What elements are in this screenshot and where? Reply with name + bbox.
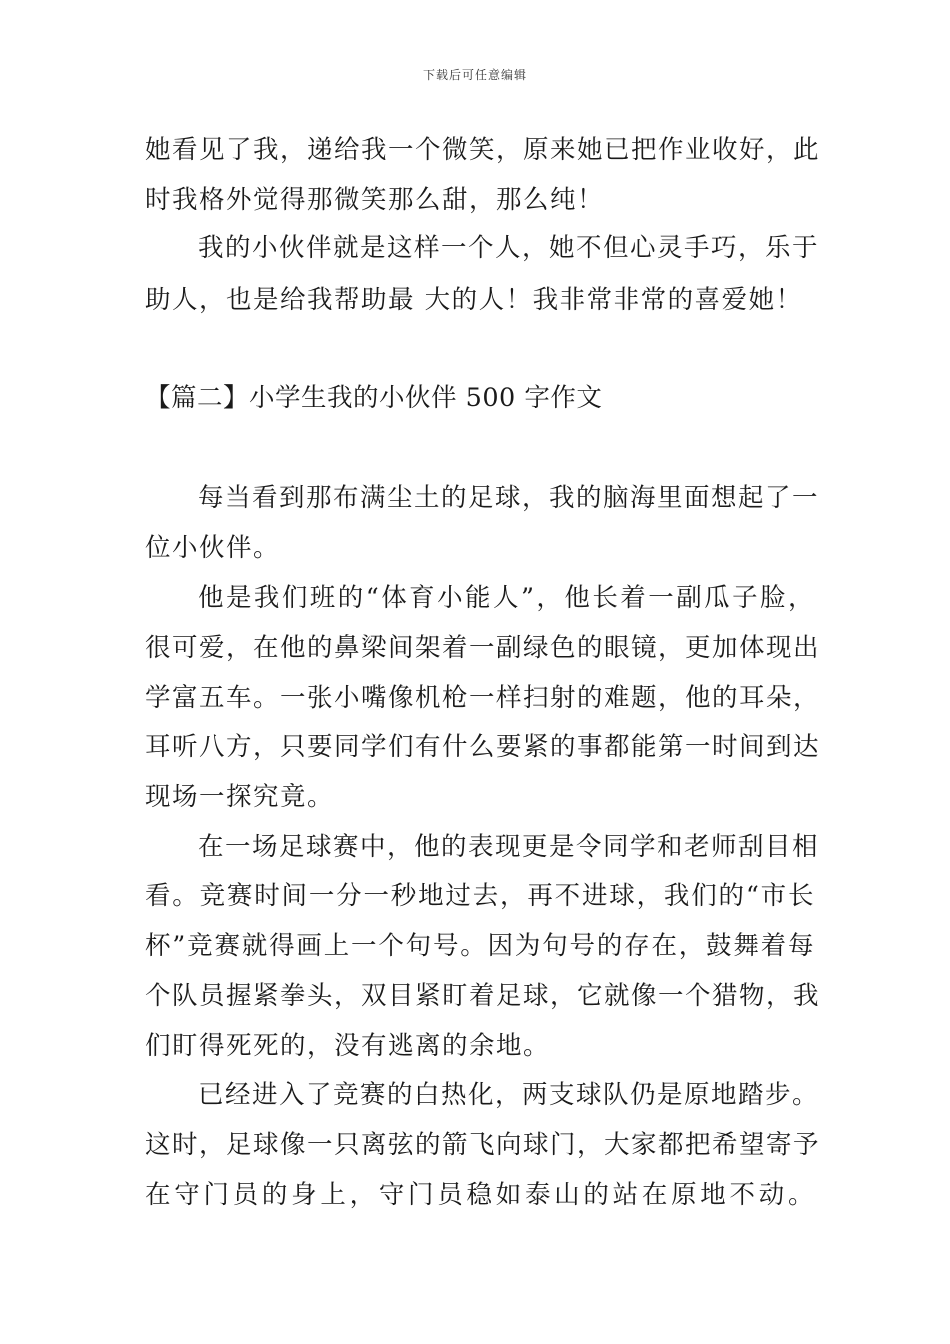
paragraph-line: 杯”竞赛就得画上一个句号。因为句号的存在，鼓舞着每	[145, 931, 815, 961]
paragraph-line: 他是我们班的“体育小能人”，他长着一副瓜子脸，	[198, 583, 815, 613]
section-title: 【篇二】小学生我的小伙伴 500 字作文	[145, 383, 603, 413]
paragraph-line: 已经进入了竞赛的白热化，两支球队仍是原地踏步。	[198, 1080, 820, 1110]
paragraph-line: 这时，足球像一只离弦的箭飞向球门，大家都把希望寄予	[145, 1130, 821, 1160]
header-note: 下载后可任意编辑	[422, 68, 527, 82]
paragraph-line: 学富五车。一张小嘴像机枪一样扫射的难题，他的耳朵，	[145, 683, 821, 713]
paragraph-line: 助人，也是给我帮助最 大的人！我非常非常的喜爱她！	[145, 285, 803, 315]
paragraph-line: 我的小伙伴就是这样一个人，她不但心灵手巧，乐于	[198, 233, 820, 263]
paragraph-line: 她看见了我，递给我一个微笑，原来她已把作业收好，此	[145, 135, 821, 165]
paragraph-line: 在一场足球赛中，他的表现更是令同学和老师刮目相	[198, 832, 820, 862]
paragraph-line: 现场一探究竟。	[145, 782, 335, 812]
paragraph-line: 每当看到那布满尘土的足球，我的脑海里面想起了一	[198, 483, 820, 513]
paragraph-line: 在守门员的身上，守门员稳如泰山的站在原地不动。	[145, 1180, 815, 1210]
paragraph-line: 们盯得死死的，没有逃离的余地。	[145, 1031, 551, 1061]
paragraph-line: 很可爱，在他的鼻梁间架着一副绿色的眼镜，更加体现出	[145, 633, 821, 663]
paragraph-line: 耳听八方，只要同学们有什么要紧的事都能第一时间到达	[145, 732, 821, 762]
paragraph-line: 位小伙伴。	[145, 533, 281, 563]
paragraph-line: 个队员握紧拳头，双目紧盯着足球，它就像一个猎物，我	[145, 981, 821, 1011]
paragraph-line: 时我格外觉得那微笑那么甜，那么纯！	[145, 185, 605, 215]
paragraph-line: 看。竞赛时间一分一秒地过去，再不进球，我们的“市长	[145, 881, 815, 911]
